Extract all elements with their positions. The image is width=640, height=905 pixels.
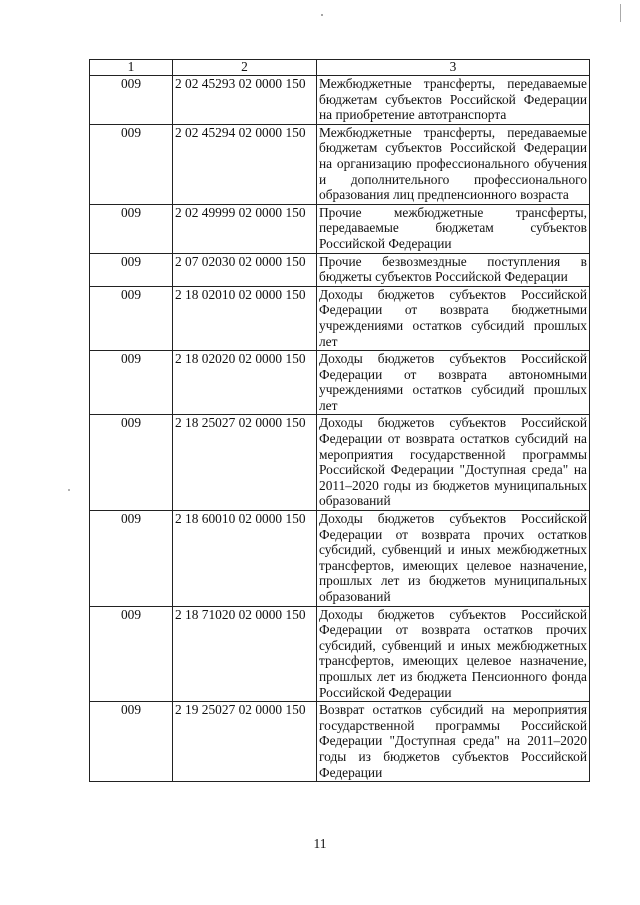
revenue-code-cell: 2 19 25027 02 0000 150 — [173, 702, 317, 782]
column-header-2: 2 — [173, 60, 317, 76]
revenue-code-cell: 2 18 02020 02 0000 150 — [173, 351, 317, 415]
table-row — [90, 606, 590, 702]
table-row — [90, 76, 590, 125]
column-header-1: 1 — [90, 60, 173, 76]
table-row — [90, 415, 590, 511]
table-header-row — [90, 60, 590, 76]
revenue-name-cell: Доходы бюджетов субъектов Российской Федерации от возврата остатков прочих субсидий, субвенций и иных межбюджетных трансфертов, имеющих целевое назначение, прошлых лет из бюджета Пенсионного фонда Российской Федерации — [317, 606, 590, 702]
revenue-name-cell: Межбюджетные трансферты, передаваемые бюджетам субъектов Российской Федерации на организацию профессионального обучения и дополнительного профессионального образования лиц предпенсионного возраста — [317, 124, 590, 204]
table-row — [90, 351, 590, 415]
admin-code-cell: 009 — [90, 253, 173, 286]
revenue-code-cell: 2 18 60010 02 0000 150 — [173, 511, 317, 607]
revenue-code-cell: 2 18 71020 02 0000 150 — [173, 606, 317, 702]
revenue-code-cell: 2 18 02010 02 0000 150 — [173, 286, 317, 350]
revenue-name-cell: Прочие безвозмездные поступления в бюджеты субъектов Российской Федерации — [317, 253, 590, 286]
revenue-name-cell: Прочие межбюджетные трансферты, передаваемые бюджетам субъектов Российской Федерации — [317, 204, 590, 253]
scan-edge-mark — [620, 4, 621, 22]
table-row — [90, 124, 590, 204]
revenue-name-cell: Межбюджетные трансферты, передаваемые бюджетам субъектов Российской Федерации на приобретение автотранспорта — [317, 76, 590, 125]
admin-code-cell: 009 — [90, 511, 173, 607]
admin-code-cell: 009 — [90, 702, 173, 782]
admin-code-cell: 009 — [90, 286, 173, 350]
admin-code-cell: 009 — [90, 415, 173, 511]
revenue-name-cell: Доходы бюджетов субъектов Российской Федерации от возврата автономными учреждениями остатков субсидий прошлых лет — [317, 351, 590, 415]
admin-code-cell: 009 — [90, 204, 173, 253]
table-row — [90, 511, 590, 607]
revenue-code-cell: 2 07 02030 02 0000 150 — [173, 253, 317, 286]
revenue-name-cell: Возврат остатков субсидий на мероприятия государственной программы Российской Федерации "Доступная среда" на 2011–2020 годы из бюджетов субъектов Российской Федерации — [317, 702, 590, 782]
table-row — [90, 204, 590, 253]
scan-speck — [68, 489, 70, 491]
revenue-code-cell: 2 02 45294 02 0000 150 — [173, 124, 317, 204]
revenue-name-cell: Доходы бюджетов субъектов Российской Федерации от возврата прочих остатков субсидий, субвенций и иных межбюджетных трансфертов, имеющих целевое назначение, прошлых лет из бюджетов муниципальных образований — [317, 511, 590, 607]
page-number: 11 — [313, 836, 327, 851]
admin-code-cell: 009 — [90, 124, 173, 204]
revenue-codes-table — [89, 59, 590, 782]
revenue-name-cell: Доходы бюджетов субъектов Российской Федерации от возврата остатков субсидий на мероприятия государственной программы Российской Федерации "Доступная среда" на 2011–2020 годы из бюджетов муниципальных образований — [317, 415, 590, 511]
admin-code-cell: 009 — [90, 606, 173, 702]
revenue-name-cell: Доходы бюджетов субъектов Российской Федерации от возврата бюджетными учреждениями остатков субсидий прошлых лет — [317, 286, 590, 350]
revenue-code-cell: 2 02 49999 02 0000 150 — [173, 204, 317, 253]
table-row — [90, 253, 590, 286]
revenue-code-cell: 2 18 25027 02 0000 150 — [173, 415, 317, 511]
table-row — [90, 702, 590, 782]
column-header-3: 3 — [317, 60, 590, 76]
revenue-code-cell: 2 02 45293 02 0000 150 — [173, 76, 317, 125]
admin-code-cell: 009 — [90, 351, 173, 415]
scan-speck — [321, 14, 323, 16]
table-row — [90, 286, 590, 350]
admin-code-cell: 009 — [90, 76, 173, 125]
